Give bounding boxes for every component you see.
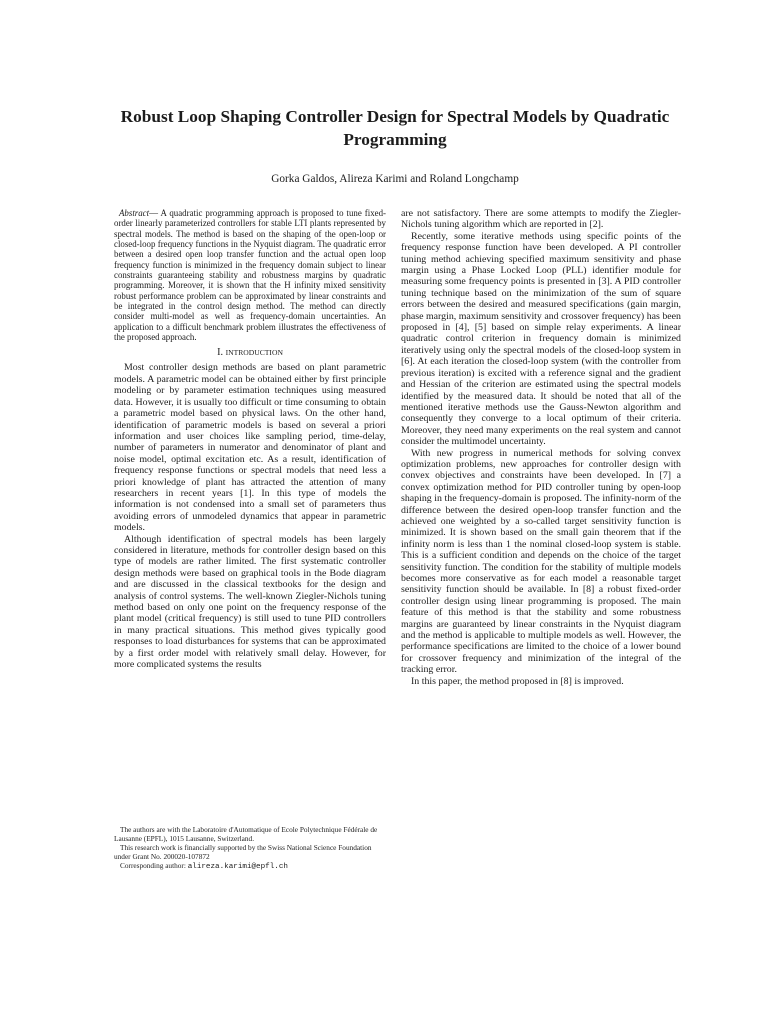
- body-paragraph: are not satisfactory. There are some attempts to modify the Ziegler-Nichols tuning algorithm which are reported in [2].: [401, 208, 681, 231]
- abstract: [114, 208, 386, 342]
- body-paragraph: Although identification of spectral models has been largely considered in literature, methods for controller design based on this type of models are rather limited. The first systematic controller design methods were based on graphical tools in the Bode diagram and are discussed in the classical textbooks for the design and analysis of control systems. The well-known Ziegler-Nichols tuning method based on only one point on the frequency response of the plant model (critical frequency) is still used to tune PID controllers in many practical situations. This method gives typically good responses to load disturbances for systems that can be approximated by a first order model with relatively small delay. However, for more complicated systems the results: [114, 533, 386, 671]
- section-number: I.: [217, 347, 224, 359]
- author-list: Gorka Galdos, Alireza Karimi and Roland Longchamp: [271, 173, 519, 185]
- section-heading: [114, 347, 386, 359]
- body-paragraph: With new progress in numerical methods for solving convex optimization problems, new approaches for controller design with convex objectives and constraints have been developed. In [7] a convex optimization method for PID controller tuning by open-loop shaping in the frequency-domain is proposed. The infinity-norm of the difference between the desired open-loop transfer function and the achieved one weighted by a so-called target sensitivity function is minimized. It is shown based on the small gain theorem that if the infinity norm is less than 1 the nominal closed-loop system is stable. This is a sufficient condition and depends on the choice of the target sensitivity function. The condition for the stability of multiple models becomes more conservative as for each model a reasonable target sensitivity function should be available. In [8] a robust fixed-order controller design using linear programming is proposed. The main feature of this method is that the stability and some robustness margins are guaranteed by linear constraints in the Nyquist diagram and the method is applicable to multiple models as well. However, the performance specifications are limited to the choice of a lower bound for crossover frequency and minimization of the integral of the tracking error.: [401, 447, 681, 676]
- body-paragraph: In this paper, the method proposed in [8] is improved.: [411, 675, 624, 687]
- footnote-affiliation: The authors are with the Laboratoire d'Automatique of Ecole Polytechnique Fédérale de Lausanne (EPFL), 1015 Lausanne, Switzerland.: [114, 825, 378, 843]
- section-title: INTRODUCTION: [225, 348, 283, 358]
- right-column: [401, 208, 681, 687]
- body-paragraph: Recently, some iterative methods using specific points of the frequency response function have been developed. A PI controller tuning method achieving specified maximum sensitivity and phase margin using a Phase Locked Loop (PLL) identifier module for measuring some frequency points is presented in [3]. A PID controller tuning technique based on the minimization of the sum of square errors between the desired and measured specifications (gain margin, phase margin, maximum sensitivity and crossover frequency) has been proposed in [4], [5] based on simple relay experiments. A linear quadratic control criterion in frequency domain is minimized iteratively using only the spectral models of the closed-loop system in [6]. At each iteration the closed-loop system (with the controller from previous iteration) is excited with a reference signal and the gradient and Hessian of the criterion are estimated using the spectral models identified by the measured data. It should be noted that all of the mentioned iterative methods use the Gauss-Newton algorithm and consequently they converge to a local optimum of their criteria. Moreover, they need many experiments on the real system and cannot consider the multimodel uncertainty.: [401, 230, 681, 448]
- corresponding-label: Corresponding author:: [120, 860, 186, 870]
- footnote-funding: This research work is financially supported by the Swiss National Science Foundation under Grant No. 200020-107872: [114, 842, 372, 861]
- corresponding-email[interactable]: alireza.karimi@epfl.ch: [187, 862, 288, 871]
- abstract-label: Abstract: [119, 208, 150, 218]
- abstract-text: — A quadratic programming approach is proposed to tune fixed-order linearly parameterized controllers for stable LTI plants represented by spectral models. The method is based on the shaping of the open-loop or closed-loop frequency functions in the Nyquist diagram. The quadratic error between a desired open loop transfer function and the actual open loop frequency function is minimized in the frequency domain subject to linear constraints guaranteeing stability and robustness margins by quadratic programming. Moreover, it is shown that the H infinity mixed sensitivity robust performance problem can be approximated by linear constraints and be integrated in the control design method. The method can directly consider multi-model as well as frequency-domain uncertainties. An application to a difficult benchmark problem illustrates the effectiveness of the proposed approach.: [114, 208, 386, 343]
- left-column: [114, 208, 386, 670]
- footnotes: [114, 826, 386, 872]
- paper-title: Robust Loop Shaping Controller Design for Spectral Models by Quadratic Programming: [120, 107, 670, 149]
- body-paragraph: Most controller design methods are based on plant parametric models. A parametric model can be obtained either by first principle modeling or by parameter estimation techniques using measured data. However, it is usually too difficult or time consuming to obtain a parametric model based on physical laws. On the other hand, identification of parametric models is based on several a priori information and user choices like sampling period, time-delay, number of parameters in numerator and denominator of plant and noise model, optimal excitation etc. As a result, identification of frequency response functions or spectral models that need less a priori knowledge of plant has attracted the attention of many researchers in recent years [1]. In this type of models the information is not condensed into a small set of parameters thus avoiding errors of unmodeled dynamics that appear in parametric models.: [114, 362, 386, 534]
- footnote-corresponding: [114, 862, 386, 872]
